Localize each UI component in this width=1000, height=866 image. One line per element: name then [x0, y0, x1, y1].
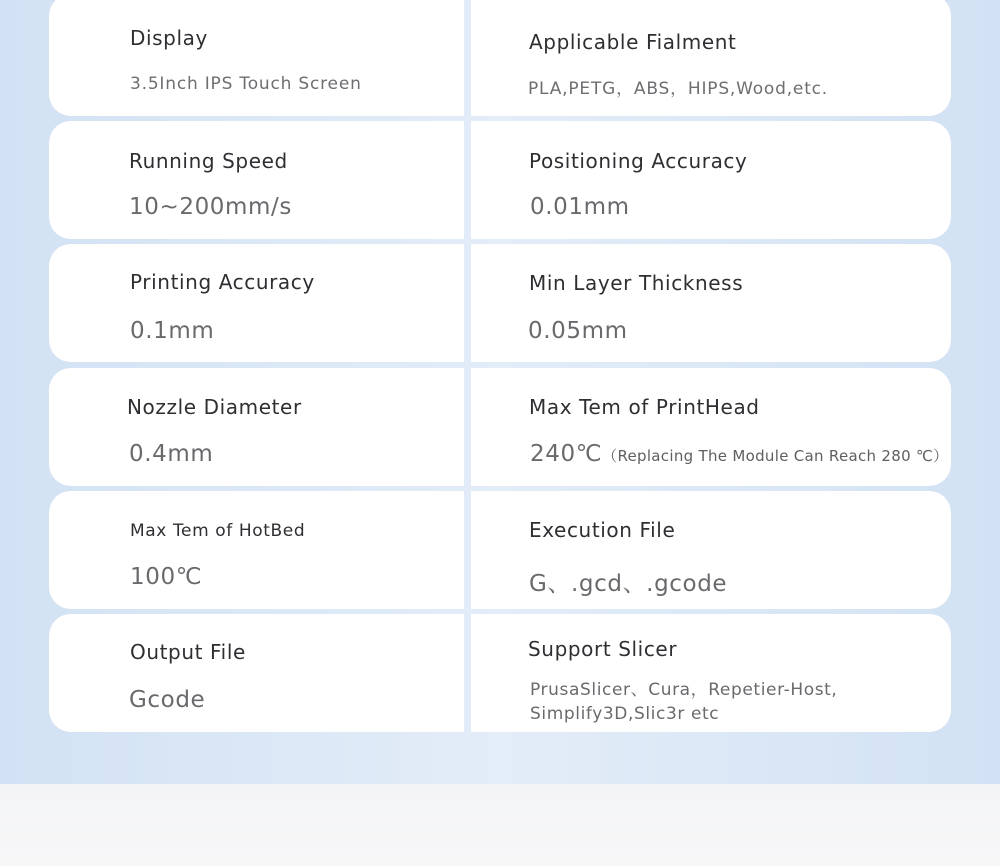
- spec-label: Output File: [130, 640, 246, 664]
- spec-label: Display: [130, 26, 208, 50]
- spec-value: 3.5Inch IPS Touch Screen: [130, 74, 362, 94]
- spec-cell-max-temp-printhead: [471, 368, 951, 486]
- spec-value: PLA,PETG，ABS，HIPS,Wood,etc.: [528, 79, 829, 99]
- spec-value: 0.1mm: [130, 318, 215, 344]
- spec-value: Gcode: [129, 687, 206, 713]
- spec-value-note: （Replacing The Module Can Reach 280 ℃）: [602, 447, 949, 465]
- spec-cell-execution-file: [471, 491, 951, 609]
- spec-value: 0.4mm: [129, 441, 214, 467]
- spec-value: 0.01mm: [530, 194, 630, 220]
- spec-cell-nozzle-diameter: [49, 368, 464, 486]
- spec-value-main: 240℃: [530, 441, 603, 467]
- spec-cell-running-speed: [49, 121, 464, 239]
- spec-label: Support Slicer: [528, 637, 678, 661]
- spec-label: Max Tem of HotBed: [130, 521, 306, 541]
- spec-label: Max Tem of PrintHead: [529, 395, 760, 419]
- spec-label: Execution File: [529, 518, 676, 542]
- spec-label: Positioning Accuracy: [529, 149, 748, 173]
- bottom-section: [0, 784, 1000, 866]
- spec-cell-applicable-filament: [471, 0, 951, 116]
- spec-cell-max-temp-hotbed: [49, 491, 464, 609]
- spec-label: Nozzle Diameter: [127, 395, 302, 419]
- spec-cell-support-slicer: [471, 614, 951, 732]
- spec-value: PrusaSlicer、Cura，Repetier-Host, Simplify3D,Slic3r etc: [530, 680, 838, 724]
- spec-cell-display: [49, 0, 464, 116]
- spec-value: 100℃: [130, 564, 203, 590]
- spec-cell-printing-accuracy: [49, 244, 464, 362]
- spec-value: 0.05mm: [528, 318, 628, 344]
- spec-value: [530, 441, 948, 467]
- spec-label: Printing Accuracy: [130, 270, 315, 294]
- spec-cell-min-layer-thickness: [471, 244, 951, 362]
- spec-value: 10~200mm/s: [129, 194, 292, 220]
- spec-cell-output-file: [49, 614, 464, 732]
- spec-label: Applicable Fialment: [529, 30, 737, 54]
- spec-label: Running Speed: [129, 149, 288, 173]
- spec-label: Min Layer Thickness: [529, 271, 744, 295]
- spec-cell-positioning-accuracy: [471, 121, 951, 239]
- spec-value: G、.gcd、.gcode: [529, 571, 728, 597]
